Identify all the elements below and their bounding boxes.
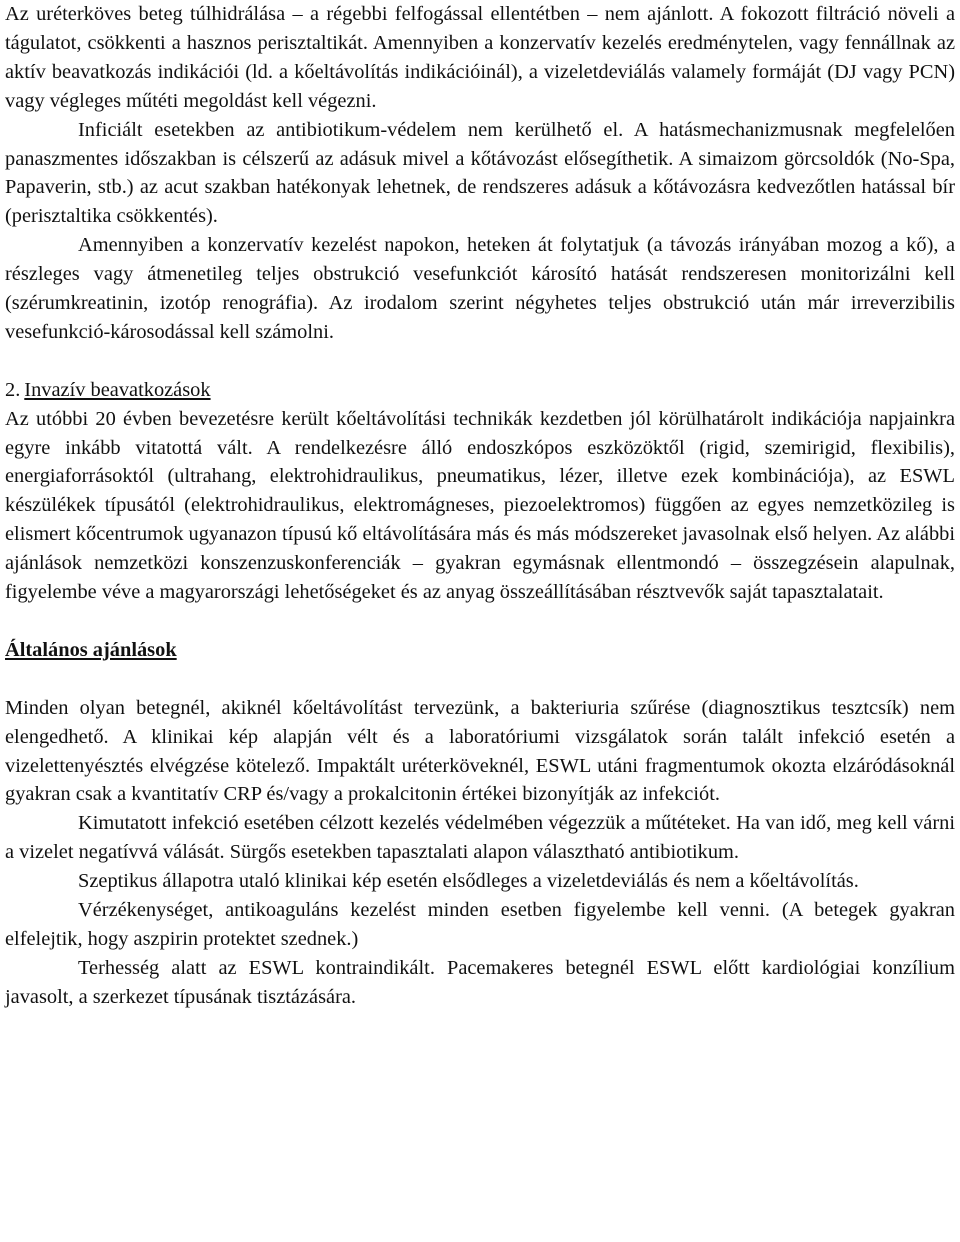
paragraph-obstruction: Amennyiben a konzervatív kezelést napokon, heteken át folytatjuk (a távozás irányában mozog a kő), a részleges vagy átmenetileg teljes obstrukció vesefunkciót károsító hatását rendszeresen monitorizálni kell (szérumkreatinin, izotóp renográfia). Az irodalom szerint négyhetes teljes obstrukció után már irreverzibilis vesefunkció-károsodással kell számolni. xyxy=(5,234,955,343)
paragraph-infection: Inficiált esetekben az antibiotikum-védelem nem kerülhető el. A hatásmechanizmusnak megfelelően panaszmentes időszakban is célszerű az adásuk mivel a kőtávozást elősegíthetik. A simaizom görcsoldók (No-Spa, Papaverin, stb.) az acut szakban hatékonyak lehetnek, de rendszeres adásuk a kőtávozásra kedvezőtlen hatással bír (perisztaltika csökkentés). xyxy=(5,118,955,228)
paragraph-bacteriuria: Minden olyan betegnél, akiknél kőeltávolítást tervezünk, a bakteriuria szűrése (diagnosztikus tesztcsík) nem elengedhető. A klinikai kép alapján vélt és a laboratóriumi vizsgálatok során talált infekció esetén a vizelettenyésztés elvégzése kötelező. Impaktált uréterköveknél, ESWL utáni fragmentumok okozta elzáródásoknál gyakran csak a kvantitatív CRP és/vagy a prokalcitonin értékei bizonyítják az infekciót. xyxy=(5,696,955,806)
paragraph-anticoagulant: Vérzékenységet, antikoaguláns kezelést minden esetben figyelembe kell venni. (A betegek gyakran elfelejtik, hogy aszpirin protektet szednek.) xyxy=(5,899,955,950)
paragraph-targeted-treatment: Kimutatott infekció esetében célzott kezelés védelmében végezzük a műtéteket. Ha van idő, meg kell várni a vizelet negatívvá válását. Sürgős esetekben tapasztalati alapon választható antibiotikum. xyxy=(5,812,955,864)
paragraph-hydration: Az uréterköves beteg túlhidrálása – a régebbi felfogással ellentétben – nem ajánlott. A fokozott filtráció növeli a tágulatot, csökkenti a hasznos perisztaltikát. Amennyiben a konzervatív kezelés eredménytelen, vagy fennállnak az aktív beavatkozás indikációi (ld. a kőeltávolítás indikációinál), a vizeletdeviálás valamely formáját (DJ vagy PCN) vagy végleges műtéti megoldást kell végezni. xyxy=(5,3,955,112)
general-heading xyxy=(5,636,955,665)
paragraph-pregnancy: Terhesség alatt az ESWL kontraindikált. Pacemakeres betegnél ESWL előtt kardiológiai konzílium javasolt, a szerkezet típusának tisztázására. xyxy=(5,956,955,1008)
paragraph-septic: Szeptikus állapotra utaló klinikai kép esetén elsődleges a vizeletdeviálás és nem a kőeltávolítás. xyxy=(78,870,859,893)
spacer xyxy=(5,665,955,694)
section-title: Invazív beavatkozások xyxy=(24,378,211,401)
general-heading-text: Általános ajánlások xyxy=(5,638,177,661)
document-page xyxy=(5,0,955,1012)
spacer xyxy=(5,347,955,376)
section-number: 2. xyxy=(5,378,21,401)
spacer xyxy=(5,607,955,636)
section-heading xyxy=(5,376,955,405)
paragraph-invasive: Az utóbbi 20 évben bevezetésre került kőeltávolítási technikák kezdetben jól körülhatárolt indikációja napjainkra egyre inkább vitatottá vált. A rendelkezésre álló endoszkópos eszközöktől (rigid, szemirigid, flexibilis), energiaforrásoktól (ultrahang, elektrohidraulikus, pneumatikus, lézer, illetve ezek kombinációja), az ESWL készülékek típusától (elektrohidraulikus, elektromágneses, piezoelektromos) függően az egyes nemzetközileg is elismert kőcentrumok ugyanazon típusú kő eltávolítására más és más módszereket javasolnak első helyen. Az alábbi ajánlások nemzetközi konszenzuskonferenciák – gyakran egymásnak ellentmondó – összegzésein alapulnak, figyelembe véve a magyarországi lehetőségeket és az anyag összeállításában résztvevők saját tapasztalatait. xyxy=(5,407,955,604)
